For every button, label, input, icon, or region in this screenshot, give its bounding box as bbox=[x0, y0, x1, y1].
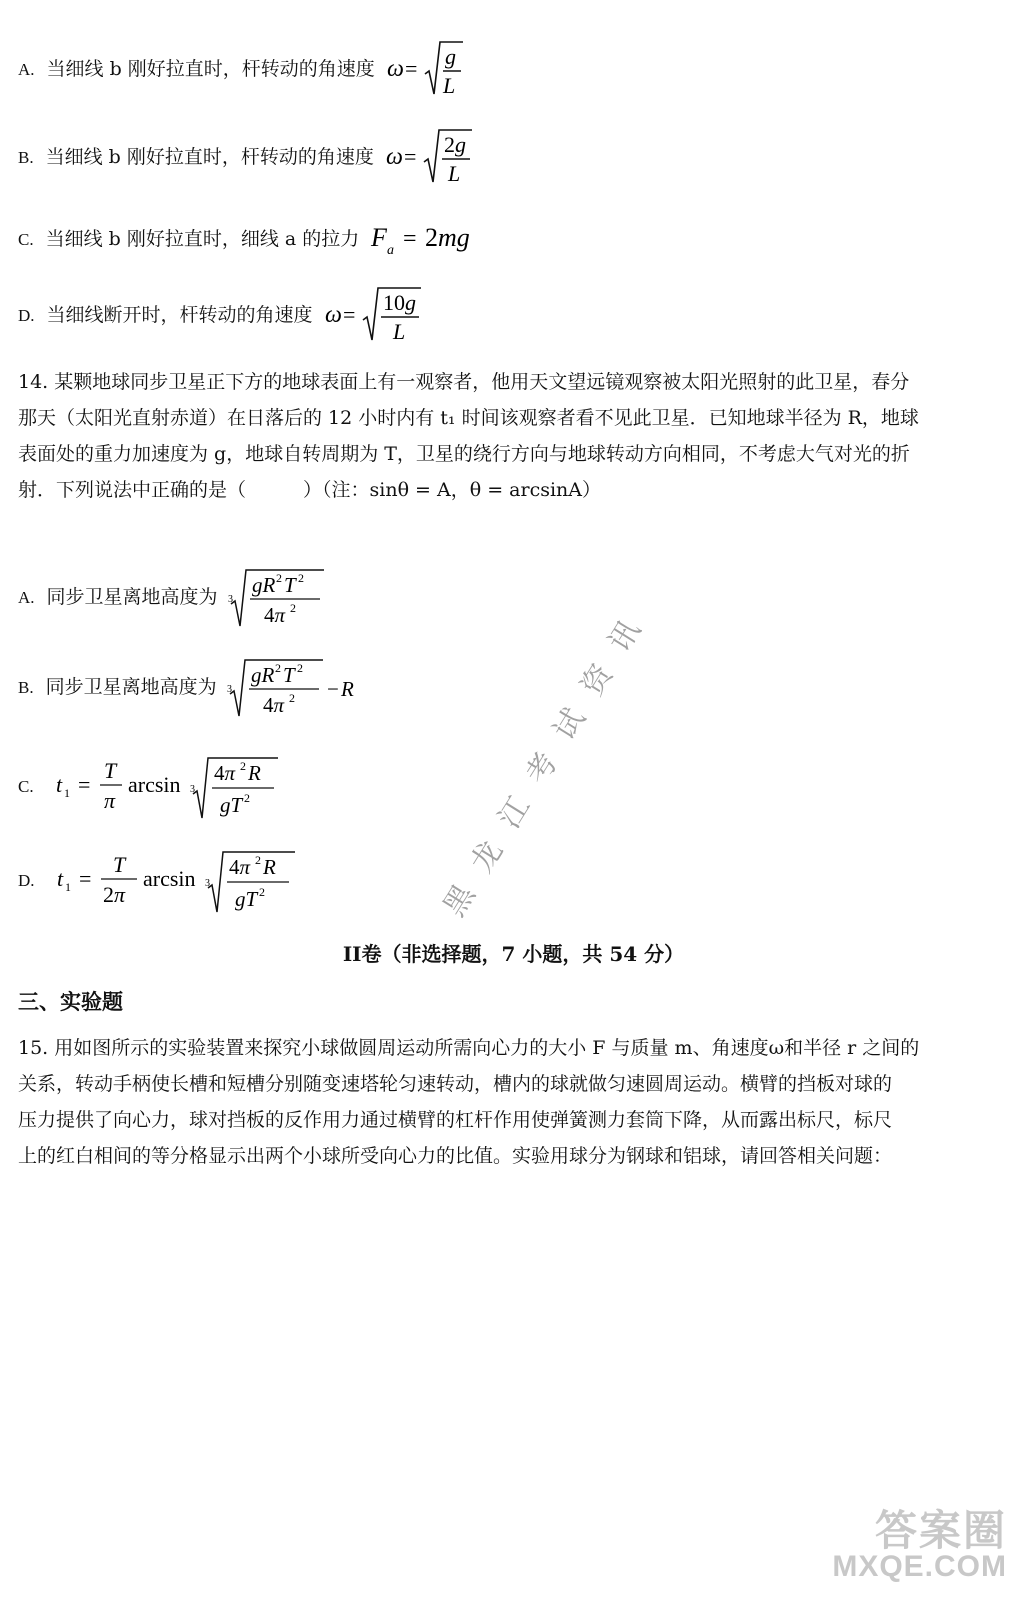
q14-stem bbox=[18, 364, 1003, 508]
svg-text:10g: 10g bbox=[382, 290, 416, 315]
svg-text:R: R bbox=[340, 677, 354, 701]
svg-text:2: 2 bbox=[239, 759, 246, 773]
q14-option-b: B. 同步卫星离地高度为 3 gR 2 T 2 4π 2 − R bbox=[18, 656, 357, 720]
q14-stem-line-2: 那天（太阳光直射赤道）在日落后的 12 小时内有 t₁ 时间该观察者看不见此卫星．已知地球半径为 R，地球 bbox=[18, 407, 919, 429]
section-title: 三、实验题 bbox=[18, 989, 123, 1014]
q14-option-c: C. t 1 = T π arcsin 3 4π 2 R gT 2 bbox=[18, 752, 296, 822]
watermark: 黑龙江考试资讯 bbox=[436, 595, 660, 923]
svg-text:2: 2 bbox=[243, 791, 250, 805]
site-logo bbox=[832, 1498, 1007, 1584]
formula-omega-sqrt-g-over-l bbox=[385, 40, 465, 100]
q15-line-1: 15. 用如图所示的实验装置来探究小球做圆周运动所需向心力的大小 F 与质量 m、角速度ω和半径 r 之间的 bbox=[18, 1037, 920, 1059]
svg-text:ω: ω bbox=[386, 56, 404, 82]
svg-text:2: 2 bbox=[275, 571, 282, 585]
q13-option-b: B. 当细线 b 刚好拉直时，杆转动的角速度 ω = 2g L bbox=[18, 128, 474, 188]
q14-stem-line-3: 表面处的重力加速度为 g，地球自转周期为 T，卫星的绕行方向与地球转动方向相同，不考虑大气对光的折 bbox=[18, 443, 910, 465]
svg-text:4π: 4π bbox=[263, 603, 285, 627]
formula-fa-2mg bbox=[369, 222, 479, 258]
part2-heading: II卷（非选择题，7 小题，共 54 分） bbox=[342, 942, 685, 966]
svg-text:2: 2 bbox=[258, 885, 265, 899]
svg-text:t: t bbox=[56, 866, 63, 891]
q14-option-a: A. 同步卫星离地高度为 3 gR 2 T 2 4π 2 bbox=[18, 566, 328, 630]
svg-text:t: t bbox=[55, 772, 62, 797]
svg-text:T: T bbox=[282, 663, 295, 687]
svg-text:4π: 4π bbox=[262, 693, 284, 717]
q15-line-2: 关系，转动手柄使长槽和短槽分别随变速塔轮匀速转动，槽内的球就做匀速圆周运动。横臂的挡板对球的 bbox=[18, 1073, 893, 1095]
svg-text:2: 2 bbox=[254, 853, 261, 867]
formula-cuberoot-gr2t2-over-4pi2-minus-r bbox=[227, 656, 357, 720]
svg-text:=: = bbox=[342, 302, 356, 327]
svg-text:2: 2 bbox=[297, 571, 304, 585]
logo-en: MXQE.COM bbox=[832, 1550, 1007, 1583]
q15-stem bbox=[18, 1030, 1003, 1174]
svg-text:L: L bbox=[447, 161, 461, 186]
q13-option-a: A. 当细线 b 刚好拉直时，杆转动的角速度 ω = g L bbox=[18, 40, 465, 100]
svg-text:arcsin: arcsin bbox=[142, 866, 196, 891]
svg-text:R: R bbox=[247, 761, 261, 785]
svg-text:2π: 2π bbox=[102, 882, 125, 907]
svg-text:2g: 2g bbox=[443, 132, 466, 157]
q14-stem-line-4: 射．下列说法中正确的是（ ）（注：sinθ = A，θ = arcsinA） bbox=[18, 479, 601, 501]
svg-text:3: 3 bbox=[226, 684, 232, 695]
q13-option-d: D. 当细线断开时，杆转动的角速度 ω = 10g L bbox=[18, 286, 423, 346]
svg-text:gR: gR bbox=[250, 663, 274, 687]
svg-text:−: − bbox=[326, 677, 339, 701]
q13-option-c: C. 当细线 b 刚好拉直时，细线 a 的拉力 F a = 2mg bbox=[18, 222, 479, 258]
svg-text:arcsin: arcsin bbox=[127, 772, 181, 797]
q15-line-4: 上的红白相间的等分格显示出两个小球所受向心力的比值。实验用球分为钢球和铝球，请回答相关问题： bbox=[18, 1145, 893, 1167]
formula-omega-sqrt-10g-over-l bbox=[323, 286, 423, 346]
formula-omega-sqrt-2g-over-l bbox=[384, 128, 474, 188]
q14-option-d: D. t 1 = T 2π arcsin 3 4π 2 R gT 2 bbox=[18, 846, 317, 916]
svg-text:g: g bbox=[444, 44, 456, 69]
svg-text:T: T bbox=[283, 573, 296, 597]
svg-text:2: 2 bbox=[296, 661, 303, 675]
formula-t1-t-over-pi-arcsin bbox=[56, 752, 296, 822]
svg-text:2: 2 bbox=[274, 661, 281, 675]
svg-text:ω: ω bbox=[324, 302, 342, 328]
svg-text:1: 1 bbox=[63, 786, 70, 800]
svg-text:T: T bbox=[103, 758, 116, 783]
svg-text:gT: gT bbox=[234, 887, 257, 911]
q15-line-3: 压力提供了向心力，球对挡板的反作用力通过横臂的杠杆作用使弹簧测力套筒下降，从而露出标尺，标尺 bbox=[18, 1109, 893, 1131]
svg-text:=: = bbox=[403, 226, 417, 252]
q14-stem-line-1: 14. 某颗地球同步卫星正下方的地球表面上有一观察者，他用天文望远镜观察被太阳光照射的此卫星，春分 bbox=[18, 371, 910, 393]
svg-text:4π: 4π bbox=[228, 855, 250, 879]
svg-text:T: T bbox=[112, 852, 125, 877]
svg-text:=: = bbox=[403, 144, 417, 169]
svg-text:gR: gR bbox=[251, 573, 275, 597]
svg-text:4π: 4π bbox=[213, 761, 235, 785]
svg-text:π: π bbox=[103, 788, 115, 813]
svg-text:gT: gT bbox=[219, 793, 242, 817]
svg-text:L: L bbox=[442, 73, 456, 98]
formula-cuberoot-gr2t2-over-4pi2 bbox=[228, 566, 328, 630]
svg-text:R: R bbox=[262, 855, 276, 879]
svg-text:L: L bbox=[392, 319, 405, 344]
svg-text:ω: ω bbox=[385, 144, 403, 170]
logo-cn: 答案圈 bbox=[874, 1506, 1007, 1555]
svg-text:a: a bbox=[387, 243, 395, 258]
svg-text:2: 2 bbox=[288, 691, 295, 705]
svg-text:1: 1 bbox=[64, 880, 71, 894]
svg-text:F: F bbox=[371, 223, 388, 252]
svg-text:2: 2 bbox=[289, 601, 296, 615]
svg-text:3: 3 bbox=[227, 594, 233, 605]
svg-text:=: = bbox=[404, 56, 418, 81]
svg-text:2mg: 2mg bbox=[425, 223, 471, 252]
svg-text:3: 3 bbox=[204, 878, 210, 889]
formula-t1-t-over-2pi-arcsin bbox=[57, 846, 317, 916]
svg-text:=: = bbox=[77, 772, 91, 797]
svg-text:3: 3 bbox=[189, 784, 195, 795]
svg-text:=: = bbox=[78, 866, 91, 891]
